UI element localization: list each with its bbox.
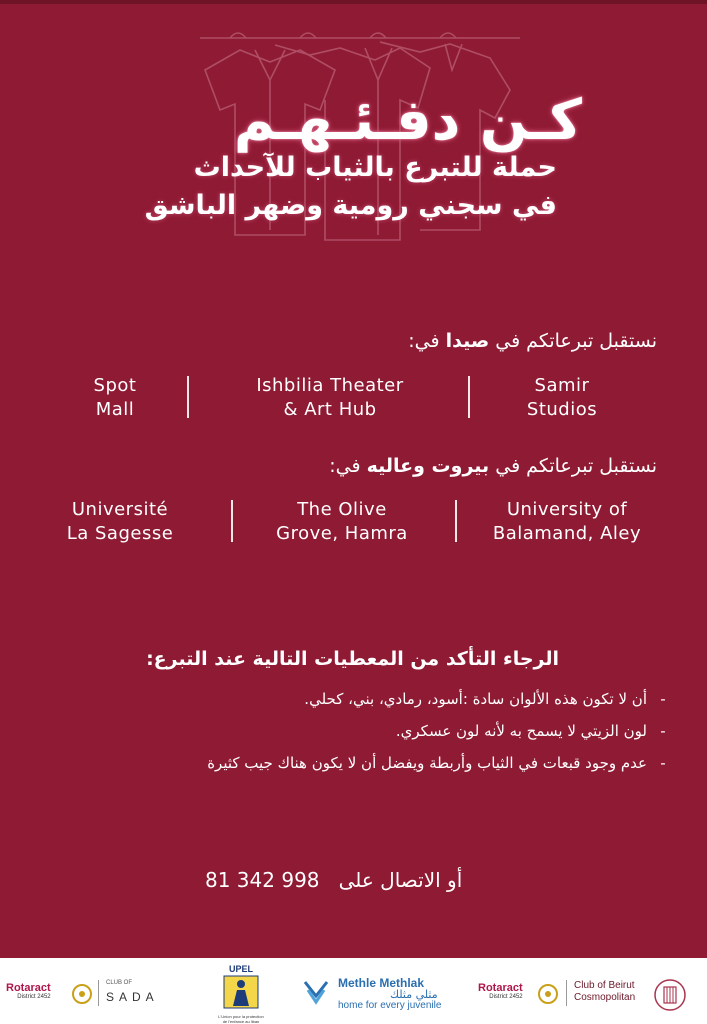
beirut-heading: نستقبل تبرعاتكم في بيروت وعاليه في: [329, 455, 657, 477]
divider [468, 376, 470, 418]
beirut-location-olive-grove: The Olive Grove, Hamra [276, 499, 408, 544]
guideline-item: -أن لا تكون هذه الألوان سادة :أسود، رمادي، بني، كحلي. [304, 690, 666, 708]
donation-guidelines-title: الرجاء التأكد من المعطيات التالية عند التبرع: [146, 648, 559, 670]
divider [187, 376, 189, 418]
contact-label: أو الاتصال على [338, 868, 463, 892]
sponsor-footer [0, 958, 707, 1024]
contact-line [205, 868, 462, 892]
upel-logo: UPEL L'Union pour la protection de l'enfance au liban [218, 964, 264, 1024]
rotary-wheel-icon [72, 984, 92, 1004]
beirut-location-sagesse: Université La Sagesse [66, 499, 174, 544]
campaign-subtitle-line2: في سجني رومية وضهر الباشق [144, 190, 557, 221]
rotary-wheel-icon [538, 984, 558, 1004]
saida-heading: نستقبل تبرعاتكم في صيدا في: [408, 330, 657, 352]
saida-location-ishbilia: Ishbilia Theater & Art Hub [256, 375, 404, 420]
phone-number: 81 342 998 [205, 868, 320, 892]
rotaract-sada-logo: Rotaract District 2452 CLUB OF SADA [6, 980, 159, 1004]
beirut-city: بيروت وعاليه [366, 455, 490, 477]
guideline-item: -لون الزيتي لا يسمح به لأنه لون عسكري. [395, 722, 666, 740]
campaign-title: كـن دفـئـهـم [233, 88, 582, 153]
donation-guidelines-list [39, 690, 679, 786]
beirut-emblem-icon [654, 978, 686, 1012]
methle-methlak-logo: Methle Methlak مثلي مثلك home for every juvenile [302, 976, 462, 1016]
campaign-subtitle-line1: حملة للتبرع بالثياب للآحداث [193, 152, 557, 183]
saida-location-samir-studios: Samir Studios [526, 375, 598, 420]
saida-city: صيدا [445, 330, 490, 352]
beirut-location-balamand: University of Balamand, Aley [492, 499, 642, 544]
guideline-item: -عدم وجود قبعات في الثياب وأربطة ويفضل أن لا يكون هناك جيب كثيرة [207, 754, 666, 772]
rotaract-beirut-logo: Rotaract District 2452 Club of Beirut Cosmopolitan [478, 978, 703, 1018]
divider [231, 500, 233, 542]
family-icon [218, 974, 264, 1010]
saida-location-spot-mall: Spot Mall [93, 375, 137, 420]
divider [455, 500, 457, 542]
methle-leaf-icon [302, 978, 330, 1008]
